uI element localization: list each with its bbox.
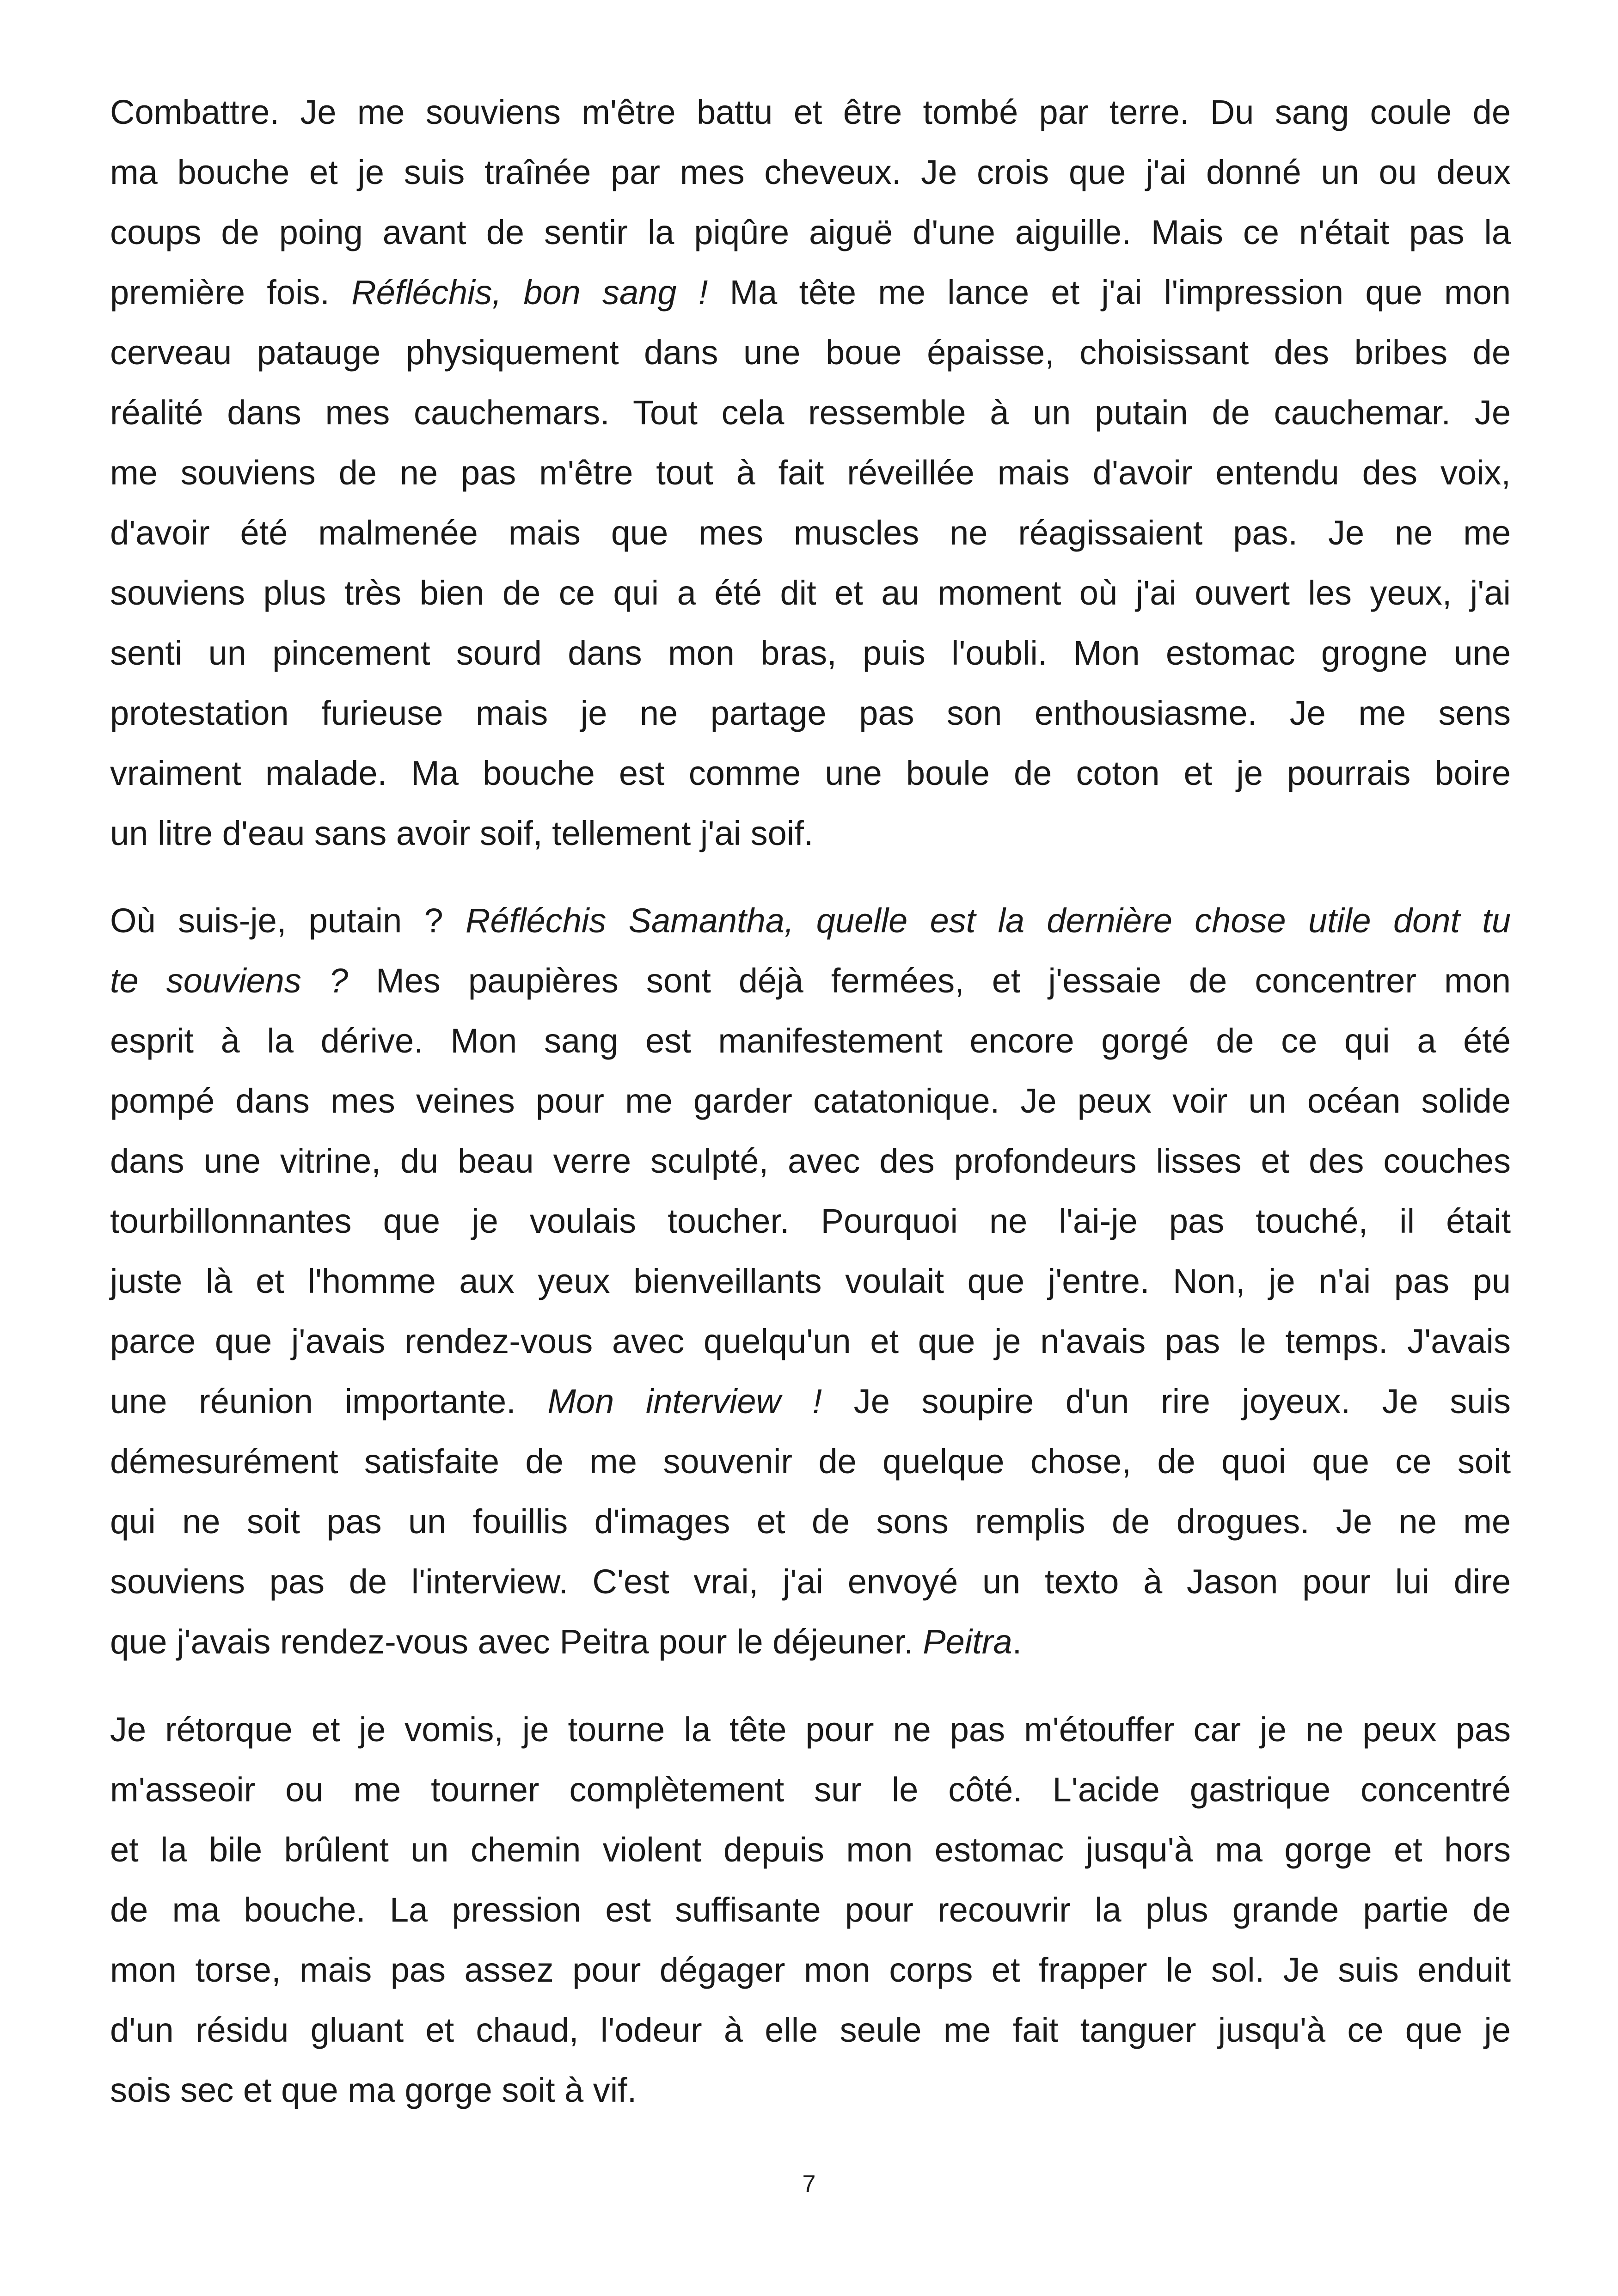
text-segment: cerveau patauge physiquement dans une boue épaisse, choisissant des bribes de — [110, 333, 1511, 372]
text-segment: Mes paupières sont déjà fermées, et j'essaie de concentrer mon — [348, 961, 1511, 1000]
text-segment: esprit à la dérive. Mon sang est manifestement encore gorgé de ce qui a été — [110, 1022, 1511, 1060]
text-segment: m'asseoir ou me tourner complètement sur le côté. L'acide gastrique concentré — [110, 1770, 1511, 1809]
text-segment: Je rétorque et je vomis, je tourne la tête pour ne pas m'étouffer car je ne peux pas — [110, 1710, 1511, 1749]
text-segment: une réunion importante. — [110, 1382, 548, 1420]
page-number: 7 — [802, 2171, 816, 2198]
text-line — [110, 1311, 1511, 1371]
paragraph-1 — [110, 82, 1511, 863]
text-line — [110, 623, 1511, 683]
text-segment: démesurément satisfaite de me souvenir de quelque chose, de quoi que ce soit — [110, 1442, 1511, 1481]
text-line — [110, 142, 1511, 202]
text-line — [110, 563, 1511, 623]
text-segment: Je soupire d'un rire joyeux. Je suis — [822, 1382, 1511, 1420]
text-line — [110, 1940, 1511, 2000]
text-segment: souviens plus très bien de ce qui a été dit et au moment où j'ai ouvert les yeux, j'ai — [110, 574, 1511, 612]
text-segment: juste là et l'homme aux yeux bienveillants voulait que j'entre. Non, je n'ai pas pu — [110, 1262, 1511, 1300]
text-line — [110, 683, 1511, 743]
text-line — [110, 82, 1511, 142]
text-segment: et la bile brûlent un chemin violent depuis mon estomac jusqu'à ma gorge et hors — [110, 1831, 1511, 1869]
text-line — [110, 1552, 1511, 1612]
text-segment: sois sec et que ma gorge soit à vif. — [110, 2071, 637, 2109]
text-line — [110, 263, 1511, 323]
text-line — [110, 1071, 1511, 1131]
text-line — [110, 503, 1511, 563]
text-line — [110, 202, 1511, 263]
text-segment: de ma bouche. La pression est suffisante pour recouvrir la plus grande partie de — [110, 1891, 1511, 1929]
text-segment: d'avoir été malmenée mais que mes muscles ne réagissaient pas. Je ne me — [110, 514, 1511, 552]
text-segment: protestation furieuse mais je ne partage pas son enthousiasme. Je me sens — [110, 694, 1511, 732]
text-line — [110, 951, 1511, 1011]
paragraph-3 — [110, 1700, 1511, 2120]
text-line — [110, 1612, 1511, 1672]
text-segment: Combattre. Je me souviens m'être battu et être tombé par terre. Du sang coule de — [110, 93, 1511, 131]
text-segment: ma bouche et je suis traînée par mes cheveux. Je crois que j'ai donné un ou deux — [110, 153, 1511, 191]
text-line — [110, 2060, 1511, 2120]
text-line — [110, 1700, 1511, 1760]
text-segment: pompé dans mes veines pour me garder catatonique. Je peux voir un océan solide — [110, 1082, 1511, 1120]
text-line — [110, 1880, 1511, 1940]
text-line — [110, 2000, 1511, 2060]
text-line — [110, 1432, 1511, 1492]
text-segment: d'un résidu gluant et chaud, l'odeur à elle seule me fait tanguer jusqu'à ce que je — [110, 2011, 1511, 2049]
text-line — [110, 1492, 1511, 1552]
text-line — [110, 383, 1511, 443]
text-segment: mon torse, mais pas assez pour dégager mon corps et frapper le sol. Je suis enduit — [110, 1951, 1511, 1989]
text-segment: souviens pas de l'interview. C'est vrai, j'ai envoyé un texto à Jason pour lui dire — [110, 1562, 1511, 1601]
text-line — [110, 1251, 1511, 1311]
text-segment: que j'avais rendez-vous avec Peitra pour le déjeuner. — [110, 1623, 923, 1661]
text-line — [110, 1191, 1511, 1251]
text-segment: parce que j'avais rendez-vous avec quelqu'un et que je n'avais pas le temps. J'avais — [110, 1322, 1511, 1360]
text-line — [110, 323, 1511, 383]
text-line — [110, 1011, 1511, 1071]
italic-text: te souviens ? — [110, 961, 349, 1000]
italic-text: Réfléchis, bon sang ! — [351, 273, 708, 312]
text-line — [110, 1371, 1511, 1432]
text-line — [110, 891, 1511, 951]
text-segment: coups de poing avant de sentir la piqûre aiguë d'une aiguille. Mais ce n'était pas la — [110, 213, 1511, 251]
text-segment: vraiment malade. Ma bouche est comme une boule de coton et je pourrais boire — [110, 754, 1511, 792]
text-line — [110, 743, 1511, 803]
text-segment: me souviens de ne pas m'être tout à fait réveillée mais d'avoir entendu des voix, — [110, 453, 1511, 492]
text-line — [110, 803, 1511, 863]
italic-text: Mon interview ! — [547, 1382, 822, 1420]
text-segment: Où suis-je, putain ? — [110, 901, 466, 940]
text-segment: tourbillonnantes que je voulais toucher. Pourquoi ne l'ai-je pas touché, il était — [110, 1202, 1511, 1240]
italic-text: Peitra — [923, 1623, 1012, 1661]
text-segment: qui ne soit pas un fouillis d'images et de sons remplis de drogues. Je ne me — [110, 1502, 1511, 1541]
text-segment: un litre d'eau sans avoir soif, tellement j'ai soif. — [110, 814, 814, 852]
text-segment: première fois. — [110, 273, 352, 312]
text-line — [110, 1760, 1511, 1820]
text-segment: . — [1012, 1623, 1022, 1661]
text-segment: réalité dans mes cauchemars. Tout cela ressemble à un putain de cauchemar. Je — [110, 393, 1511, 432]
paragraph-2 — [110, 891, 1511, 1672]
italic-text: Réfléchis Samantha, quelle est la dernière chose utile dont tu — [466, 901, 1511, 940]
text-segment: Ma tête me lance et j'ai l'impression que mon — [708, 273, 1511, 312]
text-segment: senti un pincement sourd dans mon bras, puis l'oubli. Mon estomac grogne une — [110, 634, 1511, 672]
text-line — [110, 443, 1511, 503]
text-line — [110, 1820, 1511, 1880]
text-line — [110, 1131, 1511, 1191]
text-segment: dans une vitrine, du beau verre sculpté, avec des profondeurs lisses et des couches — [110, 1142, 1511, 1180]
